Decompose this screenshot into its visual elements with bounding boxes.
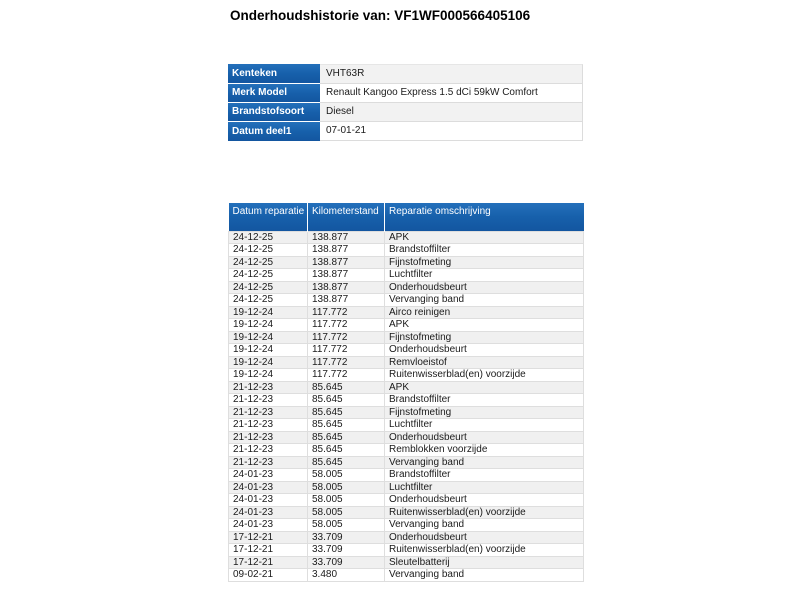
repair-date-cell: 19-12-24 (229, 356, 308, 369)
odometer-cell: 85.645 (308, 419, 385, 432)
vehicle-info-row (228, 84, 583, 103)
odometer-cell: 117.772 (308, 356, 385, 369)
vehicle-info-row (228, 64, 583, 84)
table-row (229, 269, 584, 282)
odometer-cell: 85.645 (308, 394, 385, 407)
col-header-datum-reparatie: Datum reparatie (229, 203, 308, 231)
odometer-cell: 85.645 (308, 381, 385, 394)
odometer-cell: 117.772 (308, 369, 385, 382)
table-row (229, 506, 584, 519)
odometer-cell: 138.877 (308, 294, 385, 307)
repair-date-cell: 21-12-23 (229, 394, 308, 407)
col-header-reparatie-omschrijving: Reparatie omschrijving (385, 203, 584, 231)
repair-description-cell: Brandstoffilter (385, 244, 584, 257)
odometer-cell: 85.645 (308, 431, 385, 444)
odometer-cell: 117.772 (308, 306, 385, 319)
repair-date-cell: 24-01-23 (229, 519, 308, 532)
odometer-cell: 33.709 (308, 531, 385, 544)
repair-date-cell: 17-12-21 (229, 556, 308, 569)
odometer-cell: 85.645 (308, 456, 385, 469)
table-row (229, 256, 584, 269)
vehicle-info-label: Merk Model (228, 84, 320, 103)
table-row (229, 331, 584, 344)
repair-description-cell: Ruitenwisserblad(en) voorzijde (385, 544, 584, 557)
repair-date-cell: 19-12-24 (229, 306, 308, 319)
table-row (229, 456, 584, 469)
repair-date-cell: 09-02-21 (229, 569, 308, 582)
repair-date-cell: 19-12-24 (229, 331, 308, 344)
repair-date-cell: 24-12-25 (229, 256, 308, 269)
odometer-cell: 138.877 (308, 269, 385, 282)
repair-description-cell: APK (385, 319, 584, 332)
table-row (229, 556, 584, 569)
history-header-row (229, 203, 584, 231)
odometer-cell: 85.645 (308, 406, 385, 419)
odometer-cell: 138.877 (308, 244, 385, 257)
table-row (229, 281, 584, 294)
repair-description-cell: Brandstoffilter (385, 469, 584, 482)
repair-date-cell: 24-01-23 (229, 494, 308, 507)
col-header-kilometerstand: Kilometerstand (308, 203, 385, 231)
table-row (229, 494, 584, 507)
table-row (229, 319, 584, 332)
page-title: Onderhoudshistorie van: VF1WF000566405106 (230, 8, 531, 23)
repair-date-cell: 17-12-21 (229, 531, 308, 544)
table-row (229, 419, 584, 432)
odometer-cell: 138.877 (308, 256, 385, 269)
odometer-cell: 33.709 (308, 556, 385, 569)
table-row (229, 294, 584, 307)
repair-date-cell: 21-12-23 (229, 431, 308, 444)
repair-date-cell: 19-12-24 (229, 344, 308, 357)
repair-date-cell: 21-12-23 (229, 381, 308, 394)
repair-description-cell: Fijnstofmeting (385, 331, 584, 344)
odometer-cell: 33.709 (308, 544, 385, 557)
repair-date-cell: 24-12-25 (229, 244, 308, 257)
repair-date-cell: 21-12-23 (229, 419, 308, 432)
table-row (229, 531, 584, 544)
table-row (229, 431, 584, 444)
repair-description-cell: Fijnstofmeting (385, 406, 584, 419)
odometer-cell: 58.005 (308, 506, 385, 519)
vehicle-info-row (228, 103, 583, 122)
vehicle-info-label: Brandstofsoort (228, 103, 320, 122)
odometer-cell: 58.005 (308, 519, 385, 532)
vehicle-info-value: 07-01-21 (320, 122, 583, 141)
table-row (229, 469, 584, 482)
repair-description-cell: Airco reinigen (385, 306, 584, 319)
vehicle-info-value: VHT63R (320, 64, 583, 84)
odometer-cell: 58.005 (308, 481, 385, 494)
repair-description-cell: Luchtfilter (385, 481, 584, 494)
odometer-cell: 138.877 (308, 231, 385, 244)
table-row (229, 394, 584, 407)
repair-date-cell: 24-01-23 (229, 481, 308, 494)
odometer-cell: 117.772 (308, 344, 385, 357)
history-body (229, 231, 584, 581)
repair-description-cell: APK (385, 231, 584, 244)
table-row (229, 444, 584, 457)
repair-date-cell: 24-12-25 (229, 281, 308, 294)
odometer-cell: 58.005 (308, 494, 385, 507)
repair-description-cell: Remvloeistof (385, 356, 584, 369)
table-row (229, 344, 584, 357)
repair-description-cell: Vervanging band (385, 519, 584, 532)
table-row (229, 544, 584, 557)
repair-description-cell: Luchtfilter (385, 269, 584, 282)
repair-description-cell: Luchtfilter (385, 419, 584, 432)
repair-date-cell: 24-12-25 (229, 231, 308, 244)
vehicle-info-row (228, 122, 583, 141)
repair-description-cell: Vervanging band (385, 456, 584, 469)
vehicle-info-table (228, 64, 583, 141)
odometer-cell: 117.772 (308, 319, 385, 332)
repair-date-cell: 24-01-23 (229, 506, 308, 519)
repair-description-cell: Onderhoudsbeurt (385, 531, 584, 544)
table-row (229, 519, 584, 532)
vehicle-info-value: Diesel (320, 103, 583, 122)
repair-description-cell: Sleutelbatterij (385, 556, 584, 569)
repair-description-cell: Onderhoudsbeurt (385, 431, 584, 444)
table-row (229, 381, 584, 394)
repair-description-cell: APK (385, 381, 584, 394)
odometer-cell: 3.480 (308, 569, 385, 582)
history-table (228, 203, 584, 582)
odometer-cell: 138.877 (308, 281, 385, 294)
repair-date-cell: 21-12-23 (229, 406, 308, 419)
repair-date-cell: 24-12-25 (229, 269, 308, 282)
repair-description-cell: Fijnstofmeting (385, 256, 584, 269)
vehicle-info-label: Datum deel1 (228, 122, 320, 141)
table-row (229, 481, 584, 494)
vehicle-info-body (228, 64, 583, 141)
table-row (229, 369, 584, 382)
table-row (229, 569, 584, 582)
table-row (229, 244, 584, 257)
repair-date-cell: 19-12-24 (229, 319, 308, 332)
repair-date-cell: 21-12-23 (229, 456, 308, 469)
vehicle-info-label: Kenteken (228, 64, 320, 84)
repair-description-cell: Vervanging band (385, 294, 584, 307)
repair-description-cell: Vervanging band (385, 569, 584, 582)
table-row (229, 231, 584, 244)
repair-date-cell: 17-12-21 (229, 544, 308, 557)
table-row (229, 356, 584, 369)
table-row (229, 306, 584, 319)
vehicle-info-value: Renault Kangoo Express 1.5 dCi 59kW Comfort (320, 84, 583, 103)
repair-description-cell: Onderhoudsbeurt (385, 344, 584, 357)
odometer-cell: 85.645 (308, 444, 385, 457)
odometer-cell: 117.772 (308, 331, 385, 344)
repair-date-cell: 19-12-24 (229, 369, 308, 382)
repair-description-cell: Onderhoudsbeurt (385, 281, 584, 294)
repair-description-cell: Remblokken voorzijde (385, 444, 584, 457)
odometer-cell: 58.005 (308, 469, 385, 482)
repair-description-cell: Ruitenwisserblad(en) voorzijde (385, 369, 584, 382)
repair-description-cell: Brandstoffilter (385, 394, 584, 407)
repair-description-cell: Onderhoudsbeurt (385, 494, 584, 507)
repair-date-cell: 24-12-25 (229, 294, 308, 307)
repair-date-cell: 24-01-23 (229, 469, 308, 482)
table-row (229, 406, 584, 419)
repair-date-cell: 21-12-23 (229, 444, 308, 457)
repair-description-cell: Ruitenwisserblad(en) voorzijde (385, 506, 584, 519)
